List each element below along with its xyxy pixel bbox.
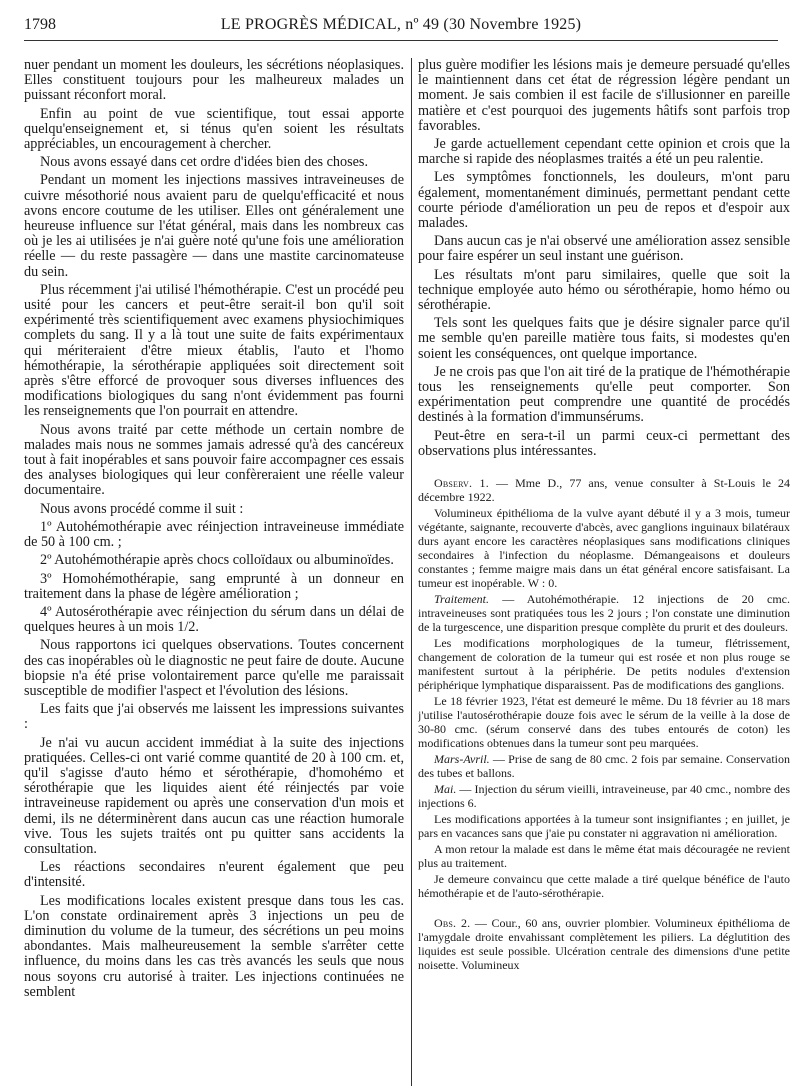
observation-2 [418,916,790,972]
treatment-text: — Autohémothérapie. 12 injections de 20 cmc. intraveineuses sont pratiquées tous les 2 jours ; l'on constate une diminution de la turgescence, une disparition presque complète du prurit et des douleurs. [418,592,790,635]
paragraph: Les modifications locales existent presque dans tous les cas. L'on constate ordinairement après 3 injections un peu de diminution du volume de la tumeur, des sécrétions un peu moins abondantes. Mais malheureusement la semble s'arrêter cette influence, du moins dans les cas très avancés les seuls que nous nous soyons cru autorisé à traiter. Les injections continuées ne semblent [24,892,404,1000]
paragraph: Les résultats m'ont paru similaires, quelle que soit la technique employée auto hémo ou sérothérapie, homo hémo ou sérothérapie. [418,266,790,314]
paragraph: Je garde actuellement cependant cette opinion et crois que la marche si rapide des néoplasmes traités a été un peu ralentie. [418,136,790,168]
list-item: 1º Autohémothérapie avec réinjection intraveineuse immédiate de 50 à 100 cm. ; [24,518,404,551]
paragraph: Enfin au point de vue scientifique, tout essai apporte quelqu'enseignement et, si ténus qu'en soient les résultats appréciables, un encouragement à chercher. [24,105,404,153]
paragraph: nuer pendant un moment les douleurs, les sécrétions néoplasiques. Elles constituent toujours pour les malheureux malades un puissant réconfort moral. [24,58,404,104]
paragraph: Nous avons essayé dans cet ordre d'idées bien des choses. [40,154,368,171]
paragraph: Volumineux épithélioma de la vulve ayant débuté il y a 3 mois, tumeur végétante, saignante, recouverte d'abcès, avec ganglions inguinaux bilatéraux durs ayant encore les caractères néoplasiques sans modifications cliniques secondaires à l'infection du néoplasme. Démangeaisons et douleurs constantes ; femme maigre mais dans un état général encore satisfaisant. La tumeur est inopérable. W : 0. [418,506,790,591]
section-gap [418,462,790,476]
list-item: 2º Autohémothérapie après chocs colloïdaux ou albuminoïdes. [40,552,394,569]
observation-1 [418,476,790,900]
running-header [24,14,778,40]
paragraph: Nous avons procédé comme il suit : [40,500,244,517]
paragraph: Le 18 février 1923, l'état est demeuré le même. Du 18 février au 18 mars j'utilise l'autosérothérapie douze fois avec le sérum de la veille à la dose de 30-80 cmc. (sérum conservé dans des tubes entourés de coton) les modifications obtenues dans la tumeur sont peu marquées. [418,694,790,751]
paragraph: plus guère modifier les lésions mais je demeure persuadé qu'elles le maintiennent dans cet état de régression légère pendant un moment. Je sais combien il est facile de s'illusionner en pareille matière et c'est pourquoi des jugements hâtifs sont parfois trop favorables. [418,58,790,134]
paragraph: Nous avons traité par cette méthode un certain nombre de malades mais nous ne sommes jamais adressé qu'à des cancéreux tout à fait inopérables et sans pouvoir faire accompagner ces essais des analyses biologiques qui leur confèreraient une réelle valeur documentaire. [24,421,404,499]
paragraph: Les modifications morphologiques de la tumeur, flétrissement, changement de coloration de la tumeur qui est rosée et non plus rouge se manifestent surtout à la périphérie. De petits nodules d'extension périphérique lymphatique disparaissent. Pas de modifications des ganglions. [418,636,790,693]
section-gap [418,902,790,916]
column-divider [411,58,412,1086]
page-number: 1798 [24,16,56,33]
paragraph: A mon retour la malade est dans le même état mais découragée ne revient plus au traitement. [418,842,790,871]
paragraph: Plus récemment j'ai utilisé l'hémothérapie. C'est un procédé peu usité pour les cancers et peut-être serait-il bon qu'il soit expérimenté très scientifiquement avec examens physiochimiques complets du sang. Il y a là tout une suite de faits expérimentaux qui mériteraient d'être mieux établis, l'auto et l'homo hémothérapie, la sérothérapie appliquées soit directement soit après s'être efforcé de provoquer sous diverses influences des modifications biologiques du sang n'ont évidemment pas fourni les renseignements que l'on pourrait en attendre. [24,281,404,420]
mars-avril-paragraph [418,752,790,780]
observation-intro: — Cour., 60 ans, ouvrier plombier. Volumineux épithélioma de l'amygdale droite envahissant complètement les piliers. La déglutition des liquides est seule possible. Ulcération centrale des dimensions d'une petite noisette. Volumineux [418,916,790,973]
paragraph: Les faits que j'ai observés me laissent les impressions suivantes : [24,701,404,733]
paragraph: Je n'ai vu aucun accident immédiat à la suite des injections pratiquées. Celles-ci ont varié comme quantité de 20 à 100 cm. et, qu'il s'agisse d'auto hémo et sérothérapie, d'homohémo et sérothérapie que les liquides aient été réinjectés par voie intraveineuse rapidement ou après une conservation d'un mois et demi, ils ne déterminèrent dans aucun cas une réaction humorale vive. Tous les sujets traités ont pu quitter sans accidents la consultation. [24,734,404,857]
mai-paragraph [418,782,790,810]
treatment-paragraph [418,592,790,634]
journal-title: LE PROGRÈS MÉDICAL, nº 49 (30 Novembre 1925) [220,16,582,33]
period-label: Mai. [434,782,457,797]
paragraph: Dans aucun cas je n'ai observé une amélioration assez sensible pour faire espérer un seul instant une guérison. [418,233,790,265]
paragraph: Je demeure convaincu que cette malade a tiré quelque bénéfice de l'auto hémothérapie et de l'auto-sérothérapie. [418,872,790,901]
header-rule [24,40,778,41]
left-column [24,58,404,1092]
period-text: — Injection du sérum vieilli, intraveineuse, par 40 cmc., nombre des injections 6. [418,782,790,811]
observation-heading-paragraph [418,916,790,972]
paragraph: Les réactions secondaires n'eurent également que peu d'intensité. [24,859,404,891]
treatment-label: Traitement. [434,592,490,607]
paragraph: Nous rapportons ici quelques observations. Toutes concernent des cas inopérables où le diagnostic ne peut faire de doute. Aucune biopsie n'a été prise volontairement parce qu'elle me paraissait susceptible de modifier l'aspect et l'évolution des lésions. [24,637,404,699]
period-text: — Prise de sang de 80 cmc. 2 fois par semaine. Conservation des tubes et ballons. [418,752,790,781]
observation-label: Observ. 1. [434,476,489,491]
observation-label: Obs. 2. [434,916,471,931]
paragraph: Les symptômes fonctionnels, les douleurs, m'ont paru également, momentanément diminués, permettant pendant cette courte période d'amélioration un peu de repos et d'espoir aux malades. [418,169,790,232]
list-item: 3º Homohémothérapie, sang emprunté à un donneur en traitement dans la phase de légère amélioration ; [24,570,404,602]
list-item: 4º Autosérothérapie avec réinjection du sérum dans un délai de quelques heures à un mois 1/2. [24,603,404,636]
paragraph: Les modifications apportées à la tumeur sont insignifiantes ; en juillet, je pars en vacances sans que j'aie pu constater ni aggravation ni amélioration. [418,812,790,841]
paragraph: Tels sont les quelques faits que je désire signaler parce qu'il me semble qu'en pareille matière tous faits, si modestes qu'en soient les conséquences, ont quelque importance. [418,315,790,362]
observation-intro: — Mme D., 77 ans, venue consulter à St-Louis le 24 décembre 1922. [418,476,790,505]
paragraph: Je ne crois pas que l'on ait tiré de la pratique de l'hémothérapie tous les renseignements qu'elle peut comporter. Son expérimentation peut comprendre une quantité de procédés destinés à la formation d'immunsérums. [418,363,790,426]
paragraph: Pendant un moment les injections massives intraveineuses de cuivre mésothorié nous avaient paru de quelqu'efficacité et nous avons encore coutume de les utiliser. Elles ont généralement une heureuse influence sur l'état général, mais dans les nombreux cas où je les ai utilisées je n'ai guère noté qu'une fois une amélioration réelle — du reste passagère — dans une mastite carcinomateuse du sein. [24,172,404,280]
paragraph: Peut-être en sera-t-il un parmi ceux-ci permettant des observations plus intéressantes. [418,427,790,459]
observation-heading-paragraph [418,476,790,504]
right-column [418,58,790,1092]
period-label: Mars-Avril. [434,752,490,767]
